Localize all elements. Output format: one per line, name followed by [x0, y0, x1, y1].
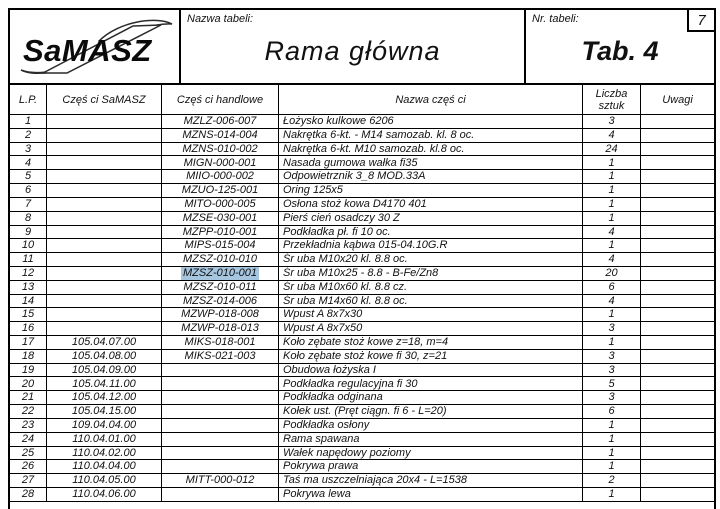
cell-handlowe: MIIO-000-002 [162, 170, 279, 184]
cell-liczba: 2 [583, 474, 641, 488]
table-name-cell [181, 10, 526, 83]
cell-handlowe: MIKS-021-003 [162, 350, 279, 364]
cell-liczba: 4 [583, 295, 641, 309]
logo-text: SaMASZ [22, 32, 152, 68]
column-header-handlowe: Częś ci handlowe [162, 85, 279, 115]
cell-liczba: 1 [583, 170, 641, 184]
cell-handlowe: MITT-000-012 [162, 474, 279, 488]
cell-nazwa: Wpust A 8x7x50 [279, 322, 583, 336]
cell-lp: 5 [10, 170, 47, 184]
cell-handlowe [162, 364, 279, 378]
cell-handlowe: MZSE-030-001 [162, 212, 279, 226]
cell-liczba: 1 [583, 198, 641, 212]
table-row [10, 488, 714, 502]
cell-nazwa: Oring 125x5 [279, 184, 583, 198]
cell-nazwa: Osłona stoż kowa D4170 401 [279, 198, 583, 212]
cell-uwagi [641, 350, 714, 364]
cell-liczba: 1 [583, 419, 641, 433]
table-row [10, 170, 714, 184]
cell-samasz: 110.04.02.00 [47, 447, 162, 461]
table-row [10, 267, 714, 281]
cell-lp: 9 [10, 226, 47, 240]
table-row [10, 198, 714, 212]
table-row [10, 419, 714, 433]
cell-samasz: 105.04.11.00 [47, 377, 162, 391]
cell-nazwa: Przekładnia kąbwa 015-04.10G.R [279, 239, 583, 253]
cell-handlowe: MZUO-125-001 [162, 184, 279, 198]
cell-liczba: 1 [583, 239, 641, 253]
cell-nazwa: Łożysko kulkowe 6206 [279, 115, 583, 129]
cell-nazwa: Koło zębate stoż kowe fi 30, z=21 [279, 350, 583, 364]
table-row [10, 295, 714, 309]
cell-liczba: 3 [583, 364, 641, 378]
cell-lp: 24 [10, 433, 47, 447]
cell-samasz: 110.04.04.00 [47, 460, 162, 474]
cell-handlowe: MZSZ-010-010 [162, 253, 279, 267]
cell-samasz: 109.04.04.00 [47, 419, 162, 433]
cell-liczba: 20 [583, 267, 641, 281]
cell-samasz [47, 143, 162, 157]
cell-handlowe: MZWP-018-008 [162, 308, 279, 322]
cell-nazwa: Kołek ust. (Pręt ciągn. fi 6 - L=20) [279, 405, 583, 419]
cell-lp: 18 [10, 350, 47, 364]
cell-uwagi [641, 295, 714, 309]
cell-liczba: 4 [583, 226, 641, 240]
cell-uwagi [641, 433, 714, 447]
table-number: Tab. 4 [581, 35, 659, 66]
cell-lp: 15 [10, 308, 47, 322]
table-row [10, 460, 714, 474]
parts-table-sheet [8, 8, 716, 509]
cell-liczba: 1 [583, 488, 641, 502]
cell-handlowe: MIKS-018-001 [162, 336, 279, 350]
cell-samasz: 105.04.07.00 [47, 336, 162, 350]
cell-nazwa: Podkładka regulacyjna fi 30 [279, 377, 583, 391]
nr-tabeli-label: Nr. tabeli: [532, 13, 579, 25]
cell-handlowe [162, 405, 279, 419]
cell-samasz [47, 322, 162, 336]
cell-samasz: 110.04.01.00 [47, 433, 162, 447]
cell-nazwa: Pokrywa prawa [279, 460, 583, 474]
cell-samasz: 105.04.15.00 [47, 405, 162, 419]
column-header-samasz: Częś ci SaMASZ [47, 85, 162, 115]
cell-samasz: 110.04.05.00 [47, 474, 162, 488]
cell-nazwa: Wpust A 8x7x30 [279, 308, 583, 322]
nazwa-tabeli-label: Nazwa tabeli: [187, 13, 254, 25]
cell-liczba: 3 [583, 391, 641, 405]
cell-nazwa: Obudowa łożyska I [279, 364, 583, 378]
cell-handlowe [162, 460, 279, 474]
cell-liczba: 3 [583, 350, 641, 364]
cell-lp: 26 [10, 460, 47, 474]
cell-nazwa: Podkładka odginana [279, 391, 583, 405]
table-row [10, 433, 714, 447]
cell-liczba: 6 [583, 281, 641, 295]
cell-uwagi [641, 129, 714, 143]
cell-nazwa: Śr uba M10x60 kl. 8.8 cz. [279, 281, 583, 295]
cell-lp: 1 [10, 115, 47, 129]
cell-uwagi [641, 267, 714, 281]
table-row [10, 308, 714, 322]
cell-uwagi [641, 447, 714, 461]
cell-lp: 3 [10, 143, 47, 157]
cell-samasz [47, 226, 162, 240]
cell-nazwa: Nasada gumowa wałka fi35 [279, 156, 583, 170]
cell-nazwa: Wałek napędowy poziomy [279, 447, 583, 461]
cell-liczba: 1 [583, 156, 641, 170]
cell-liczba: 1 [583, 308, 641, 322]
cell-samasz [47, 267, 162, 281]
cell-handlowe [162, 377, 279, 391]
cell-uwagi [641, 184, 714, 198]
cell-liczba: 1 [583, 212, 641, 226]
cell-uwagi [641, 239, 714, 253]
cell-uwagi [641, 377, 714, 391]
table-row [10, 474, 714, 488]
cell-uwagi [641, 198, 714, 212]
table-row [10, 253, 714, 267]
cell-uwagi [641, 308, 714, 322]
cell-uwagi [641, 115, 714, 129]
cell-handlowe: MZNS-010-002 [162, 143, 279, 157]
cell-lp: 11 [10, 253, 47, 267]
table-header-row [10, 85, 714, 115]
cell-samasz [47, 170, 162, 184]
cell-liczba: 4 [583, 253, 641, 267]
cell-liczba: 1 [583, 447, 641, 461]
cell-nazwa: Śr uba M10x20 kl. 8.8 oc. [279, 253, 583, 267]
cell-nazwa: Koło zębate stoż kowe z=18, m=4 [279, 336, 583, 350]
cell-liczba: 5 [583, 377, 641, 391]
cell-uwagi [641, 391, 714, 405]
cell-liczba: 1 [583, 433, 641, 447]
cell-samasz: 105.04.12.00 [47, 391, 162, 405]
cell-nazwa: Śr uba M14x60 kl. 8.8 oc. [279, 295, 583, 309]
cell-handlowe: MIPS-015-004 [162, 239, 279, 253]
table-row [10, 447, 714, 461]
table-row [10, 115, 714, 129]
cell-handlowe: MZNS-014-004 [162, 129, 279, 143]
table-row [10, 156, 714, 170]
page-title: Rama główna [264, 35, 441, 66]
cell-lp: 22 [10, 405, 47, 419]
cell-handlowe: MZSZ-014-006 [162, 295, 279, 309]
cell-lp: 6 [10, 184, 47, 198]
column-header-lp: L.P. [10, 85, 47, 115]
cell-lp: 19 [10, 364, 47, 378]
table-number-cell [526, 10, 714, 83]
table-row [10, 322, 714, 336]
cell-lp: 8 [10, 212, 47, 226]
cell-nazwa: Nakrętka 6-kt. - M14 samozab. kl. 8 oc. [279, 129, 583, 143]
cell-lp: 21 [10, 391, 47, 405]
cell-samasz [47, 239, 162, 253]
cell-nazwa: Nakrętka 6-kt. M10 samozab. kl.8 oc. [279, 143, 583, 157]
table-row [10, 184, 714, 198]
column-header-nazwa: Nazwa częś ci [279, 85, 583, 115]
cell-samasz: 105.04.09.00 [47, 364, 162, 378]
cell-lp: 14 [10, 295, 47, 309]
cell-liczba: 24 [583, 143, 641, 157]
cell-lp: 10 [10, 239, 47, 253]
cell-samasz [47, 253, 162, 267]
cell-handlowe [162, 488, 279, 502]
page-number: 7 [697, 11, 706, 29]
cell-nazwa: Rama spawana [279, 433, 583, 447]
cell-lp: 17 [10, 336, 47, 350]
cell-lp: 4 [10, 156, 47, 170]
cell-uwagi [641, 405, 714, 419]
cell-uwagi [641, 488, 714, 502]
cell-lp: 23 [10, 419, 47, 433]
table-row [10, 129, 714, 143]
table-row [10, 364, 714, 378]
cell-nazwa: Śr uba M10x25 - 8.8 - B-Fe/Zn8 [279, 267, 583, 281]
cell-lp: 27 [10, 474, 47, 488]
cell-uwagi [641, 336, 714, 350]
cell-handlowe: MZLZ-006-007 [162, 115, 279, 129]
cell-lp: 16 [10, 322, 47, 336]
cell-nazwa: Pierś cień osadczy 30 Z [279, 212, 583, 226]
header-band [10, 10, 714, 85]
page-number-box [687, 10, 714, 32]
cell-lp: 20 [10, 377, 47, 391]
cell-liczba: 1 [583, 336, 641, 350]
cell-uwagi [641, 212, 714, 226]
cell-lp: 12 [10, 267, 47, 281]
column-header-uwagi: Uwagi [641, 85, 714, 115]
cell-uwagi [641, 143, 714, 157]
cell-samasz [47, 129, 162, 143]
table-row [10, 391, 714, 405]
cell-handlowe: MZWP-018-013 [162, 322, 279, 336]
cell-samasz [47, 115, 162, 129]
cell-lp: 2 [10, 129, 47, 143]
cell-samasz [47, 198, 162, 212]
cell-uwagi [641, 156, 714, 170]
cell-uwagi [641, 281, 714, 295]
cell-samasz: 110.04.06.00 [47, 488, 162, 502]
table-row [10, 350, 714, 364]
selected-part-code[interactable]: MZSZ-010-001 [183, 267, 257, 280]
cell-nazwa: Pokrywa lewa [279, 488, 583, 502]
cell-nazwa: Podkładka pł. fi 10 oc. [279, 226, 583, 240]
cell-uwagi [641, 460, 714, 474]
cell-samasz [47, 212, 162, 226]
cell-uwagi [641, 322, 714, 336]
cell-uwagi [641, 253, 714, 267]
samasz-logo-icon [15, 13, 175, 81]
cell-lp: 7 [10, 198, 47, 212]
table-row [10, 143, 714, 157]
cell-handlowe [162, 419, 279, 433]
cell-samasz [47, 281, 162, 295]
cell-liczba: 6 [583, 405, 641, 419]
cell-handlowe [162, 433, 279, 447]
cell-handlowe: MZPP-010-001 [162, 226, 279, 240]
cell-handlowe: MITO-000-005 [162, 198, 279, 212]
logo-cell [10, 10, 181, 83]
cell-samasz: 105.04.08.00 [47, 350, 162, 364]
table-row [10, 226, 714, 240]
table-row [10, 281, 714, 295]
cell-liczba: 1 [583, 184, 641, 198]
cell-uwagi [641, 364, 714, 378]
table-row [10, 405, 714, 419]
cell-handlowe [162, 447, 279, 461]
cell-samasz [47, 184, 162, 198]
cell-liczba: 1 [583, 460, 641, 474]
cell-samasz [47, 295, 162, 309]
cell-nazwa: Odpowietrznik 3_8 MOD.33A [279, 170, 583, 184]
table-row [10, 239, 714, 253]
table-row [10, 377, 714, 391]
table-row [10, 336, 714, 350]
table-row [10, 212, 714, 226]
column-header-liczba: Liczba sztuk [583, 85, 641, 115]
cell-uwagi [641, 226, 714, 240]
cell-nazwa: Podkładka osłony [279, 419, 583, 433]
table-body [10, 115, 714, 502]
cell-liczba: 3 [583, 115, 641, 129]
cell-lp: 28 [10, 488, 47, 502]
cell-samasz [47, 156, 162, 170]
cell-uwagi [641, 170, 714, 184]
cell-handlowe: MZSZ-010-011 [162, 281, 279, 295]
cell-handlowe: MIGN-000-001 [162, 156, 279, 170]
cell-handlowe [162, 267, 279, 281]
cell-liczba: 4 [583, 129, 641, 143]
cell-lp: 25 [10, 447, 47, 461]
cell-nazwa: Taś ma uszczelniająca 20x4 - L=1538 [279, 474, 583, 488]
cell-samasz [47, 308, 162, 322]
cell-lp: 13 [10, 281, 47, 295]
cell-liczba: 3 [583, 322, 641, 336]
cell-handlowe [162, 391, 279, 405]
cell-uwagi [641, 419, 714, 433]
cell-uwagi [641, 474, 714, 488]
